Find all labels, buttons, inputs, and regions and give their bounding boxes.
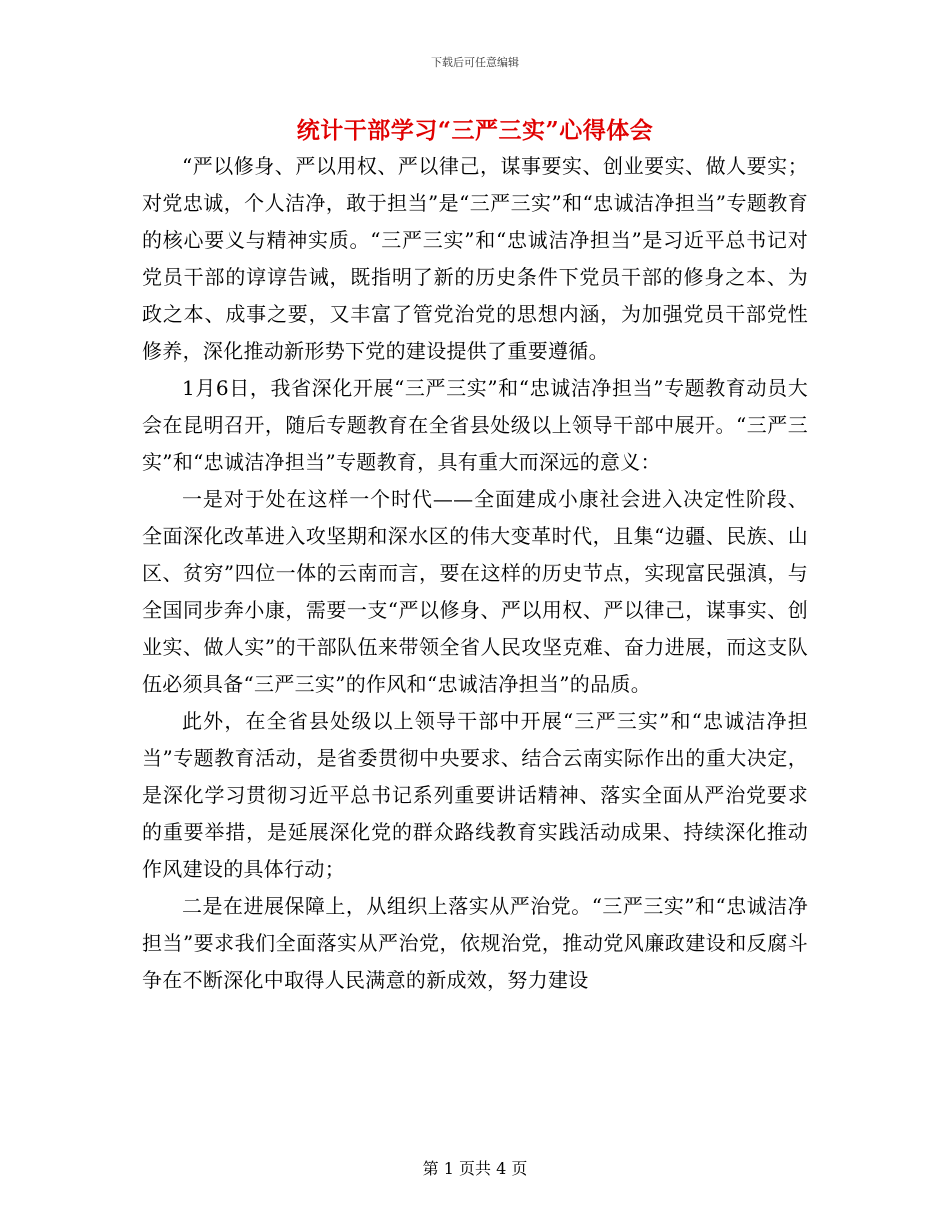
paragraph: 二是在进展保障上，从组织上落实从严治党。“三严三实”和“忠诚洁净担当”要求我们全面落实从严治党，依规治党，推动党风廉政建设和反腐斗争在不断深化中取得人民满意的新成效，努力建设 — [142, 894, 808, 992]
paragraph: 一是对于处在这样一个时代——全面建成小康社会进入决定性阶段、全面深化改革进入攻坚期和深水区的伟大变革时代，且集“边疆、民族、山区、贫穷”四位一体的云南而言，要在这样的历史节点，实现富民强滇，与全国同步奔小康，需要一支“严以修身、严以用权、严以律己，谋事实、创业实、做人实”的干部队伍来带领全省人民攻坚克难、奋力进展，而这支队伍必须具备“三严三实”的作风和“忠诚洁净担当”的品质。 — [142, 487, 808, 696]
paragraph: “严以修身、严以用权、严以律己，谋事要实、创业要实、做人要实；对党忠诚，个人洁净，敢于担当”是“三严三实”和“忠诚洁净担当”专题教育的核心要义与精神实质。“三严三实”和“忠诚洁净担当”是习近平总书记对党员干部的谆谆告诫，既指明了新的历史条件下党员干部的修身之本、为政之本、成事之要，又丰富了管党治党的思想内涵，为加强党员干部党性修养，深化推动新形势下党的建设提供了重要遵循。 — [142, 154, 808, 363]
paragraph: 此外，在全省县处级以上领导干部中开展“三严三实”和“忠诚洁净担当”专题教育活动，是省委贯彻中央要求、结合云南实际作出的重大决定，是深化学习贯彻习近平总书记系列重要讲话精神、落实全面从严治党要求的重要举措，是延展深化党的群众路线教育实践活动成果、持续深化推动作风建设的具体行动； — [142, 709, 808, 881]
header-note: 下载后可任意编辑 — [431, 56, 519, 69]
document-body — [142, 148, 808, 999]
paragraph: 1月6日，我省深化开展“三严三实”和“忠诚洁净担当”专题教育动员大会在昆明召开，随后专题教育在全省县处级以上领导干部中展开。“三严三实”和“忠诚洁净担当”专题教育，具有重大而深远的意义： — [142, 376, 808, 474]
document-title: 统计干部学习“三严三实”心得体会 — [296, 117, 654, 144]
page-footer: 第 1 页共 4 页 — [422, 1159, 528, 1178]
